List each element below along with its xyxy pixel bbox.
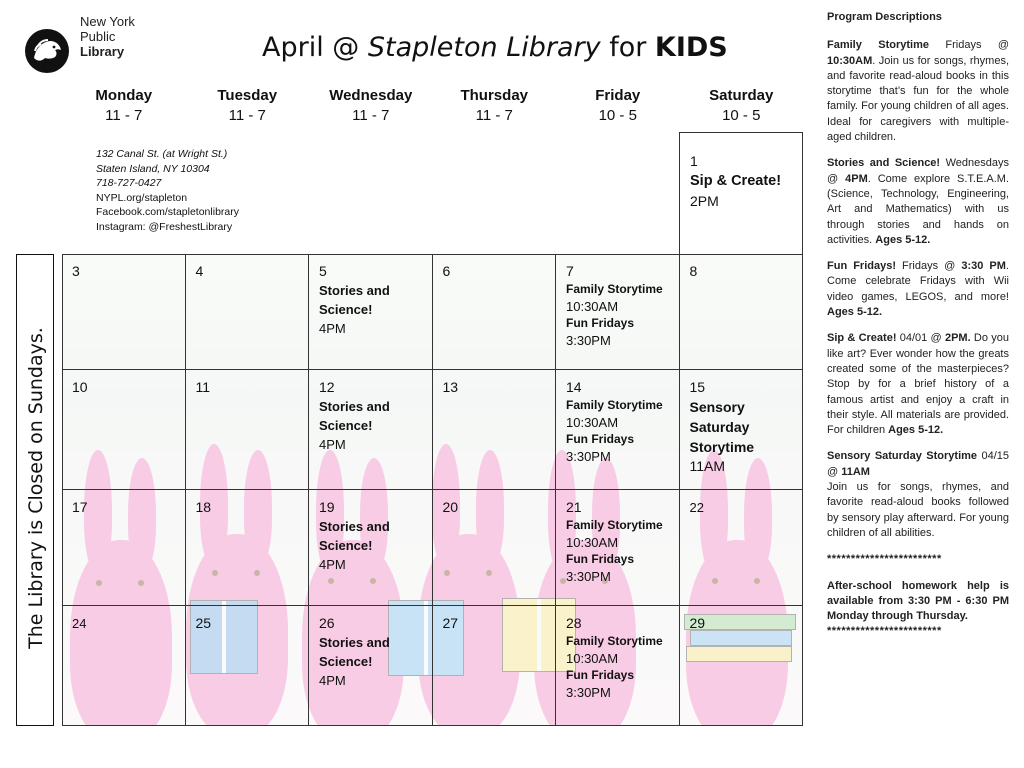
address-website: NYPL.org/stapleton: [96, 191, 188, 204]
event-fun-fridays: Fun Fridays: [566, 316, 635, 330]
divider-stars: ************************: [827, 553, 942, 566]
cell-date: 20: [442, 499, 459, 515]
calendar-cell-apr-7: [556, 254, 680, 370]
calendar-grid: [62, 254, 803, 726]
description-sensory-saturday: [827, 449, 1009, 541]
cell-date: 10: [72, 379, 88, 395]
event-time: 4PM: [319, 557, 346, 572]
divider-stars: ************************: [827, 625, 942, 638]
title-library-name: Stapleton Library: [367, 32, 601, 63]
cell-date: 26: [319, 615, 335, 631]
cell-date: 12: [319, 379, 335, 395]
program-text: Join us for songs, rhymes, and favorite read-aloud books followed by sensory play afterward. For young children of all abilities.: [827, 481, 1009, 539]
event-fun-fridays: Fun Fridays: [566, 552, 635, 566]
day-hours: 10 - 5: [722, 107, 761, 124]
day-hours: 11 - 7: [105, 107, 143, 124]
lion-logo-icon: [24, 28, 70, 74]
calendar-cell-apr-17: [62, 490, 186, 606]
cell-date: 14: [566, 379, 582, 395]
calendar-cell-apr-10: [62, 370, 186, 490]
event-time: 3:30PM: [566, 333, 611, 348]
day-header-monday: [62, 86, 186, 126]
event-time: 10:30AM: [566, 415, 619, 430]
library-address: [96, 147, 239, 234]
page-title: [262, 32, 752, 63]
calendar-cell-apr-4: [186, 254, 310, 370]
program-name: Sensory Saturday Storytime: [827, 450, 978, 463]
event-time: 10:30AM: [566, 299, 619, 314]
program-time: 11AM: [841, 465, 870, 478]
calendar-cell-apr-11: [186, 370, 310, 490]
day-hours: 10 - 5: [598, 107, 637, 124]
cell-date: 21: [566, 499, 582, 515]
event-stories-and-science-2: Science!: [319, 302, 373, 317]
calendar-cell-apr-28: [556, 606, 680, 726]
event-time: 2PM: [690, 193, 719, 209]
nypl-wordmark: [80, 14, 135, 59]
day-hours: 11 - 7: [475, 107, 513, 124]
cell-date: 4: [195, 263, 204, 279]
program-text: . Come explore S.T.E.A.M. (Science, Technology, Engineering, Art and Mathematics) with us through stories and hands on activities.: [827, 172, 1009, 246]
address-street: 132 Canal St. (at Wright St.): [96, 148, 228, 160]
homework-help-note: After-school homework help is available from 3:30 PM - 6:30 PM Monday through Thursday.: [827, 579, 1009, 623]
event-stories-and-science-2: Science!: [319, 418, 373, 433]
event-stories-and-science-2: Science!: [319, 654, 373, 669]
cell-date: 27: [442, 615, 459, 631]
day-name: Thursday: [460, 87, 528, 104]
program-name: Fun Fridays!: [827, 260, 896, 273]
event-family-storytime: Family Storytime: [566, 634, 663, 648]
cell-date: 15: [689, 379, 706, 395]
event-time: 4PM: [319, 673, 346, 688]
calendar-cell-apr-29: [680, 606, 804, 726]
calendar-cell-apr-6: [433, 254, 557, 370]
event-sensory-saturday-storytime: Sensory: [689, 399, 745, 415]
event-stories-and-science: Stories and: [319, 635, 390, 650]
sunday-closed-note: The Library is Closed on Sundays.: [25, 327, 47, 649]
program-when: Fridays @: [928, 39, 1010, 52]
program-when: 04/01 @: [896, 332, 945, 345]
address-facebook: Facebook.com/stapletonlibrary: [96, 206, 239, 218]
day-header-saturday: [680, 86, 804, 126]
calendar-cell-apr-24: [62, 606, 186, 726]
program-when: Fridays @: [896, 260, 962, 273]
calendar-cell-apr-8: [680, 254, 804, 370]
title-kids: KIDS: [654, 32, 728, 63]
calendar-cell-apr-26: [309, 606, 433, 726]
program-text: . Join us for songs, rhymes, and favorite read-aloud books in this storytime that’s fun for the whole family. For young children of all ages. Ideal for caregivers with multiple-aged children.: [827, 54, 1009, 144]
program-name: Stories and Science!: [827, 157, 941, 170]
event-time: 4PM: [319, 321, 346, 336]
calendar-cell-apr-13: [433, 370, 557, 490]
cell-date: 29: [689, 615, 706, 631]
event-stories-and-science: Stories and: [319, 399, 390, 414]
event-family-storytime: Family Storytime: [566, 398, 663, 412]
calendar-cell-apr-20: [433, 490, 557, 606]
event-stories-and-science-2: Science!: [319, 538, 373, 553]
calendar-cell-apr-18: [186, 490, 310, 606]
day-header-thursday: [433, 86, 557, 126]
day-name: Friday: [595, 87, 641, 104]
calendar-cell-apr-12: [309, 370, 433, 490]
sunday-closed-box: [16, 254, 54, 726]
program-name: Sip & Create!: [827, 332, 897, 345]
address-phone: 718-727-0427: [96, 177, 162, 189]
day-header-friday: [556, 86, 680, 126]
program-when: 04/15 @: [827, 450, 1009, 478]
calendar-cell-apr-27: [433, 606, 557, 726]
event-fun-fridays: Fun Fridays: [566, 432, 635, 446]
descriptions-heading: Program Descriptions: [827, 11, 942, 23]
title-mid: for: [600, 32, 655, 63]
event-sensory-saturday-storytime-3: Storytime: [689, 439, 755, 455]
cell-date: 24: [72, 616, 87, 631]
calendar-cell-apr-14: [556, 370, 680, 490]
program-time: 2PM.: [944, 332, 971, 345]
cell-date: 3: [72, 263, 80, 279]
cell-date: 22: [689, 500, 704, 515]
program-time: 10:30AM: [827, 54, 873, 67]
description-stories-and-science: [827, 156, 1009, 248]
address-city: Staten Island, NY 10304: [96, 162, 210, 175]
day-hours: 11 - 7: [228, 107, 266, 124]
logo-line-1: New York: [80, 14, 135, 29]
description-family-storytime: [827, 38, 1009, 145]
description-fun-fridays: [827, 259, 1009, 320]
event-time: 3:30PM: [566, 569, 611, 584]
cell-date: 13: [442, 379, 459, 395]
event-sip-and-create: Sip & Create!: [690, 173, 782, 189]
event-time: 11AM: [689, 458, 726, 474]
program-ages: Ages 5-12.: [888, 424, 944, 437]
day-name: Monday: [95, 87, 153, 104]
cell-date: 5: [319, 263, 327, 279]
cell-date: 19: [319, 499, 335, 515]
day-header-tuesday: [186, 86, 310, 126]
day-hours: 11 - 7: [352, 107, 390, 124]
cell-date: 28: [566, 615, 582, 631]
cell-date: 25: [195, 615, 212, 631]
program-ages: Ages 5-12.: [875, 233, 931, 246]
calendar-cell-apr-22: [680, 490, 804, 606]
program-when: Wednesdays @: [827, 157, 1009, 185]
event-time: 4PM: [319, 437, 346, 452]
event-family-storytime: Family Storytime: [566, 282, 663, 296]
day-name: Tuesday: [217, 87, 278, 104]
cell-date: 11: [195, 379, 211, 395]
program-time: 4PM: [845, 172, 868, 185]
calendar-cell-apr-19: [309, 490, 433, 606]
event-sensory-saturday-storytime-2: Saturday: [689, 419, 750, 435]
weekday-header-row: [62, 86, 803, 126]
calendar-cell-apr-3: [62, 254, 186, 370]
cell-date: 7: [566, 263, 574, 279]
calendar-cell-apr-1: [679, 132, 803, 255]
logo-line-2: Public: [80, 29, 116, 44]
event-time: 10:30AM: [566, 535, 619, 550]
program-text: Do you like art? Ever wonder how the greats created some of the masterpieces? Stop by for a brief history of a famous artist and enjoy a craft in their style. All materials are provided. For children: [827, 332, 1009, 437]
event-family-storytime: Family Storytime: [566, 518, 663, 532]
event-time: 3:30PM: [566, 685, 611, 700]
cell-date: 6: [442, 263, 451, 279]
calendar-cell-apr-15: [680, 370, 804, 490]
title-prefix: April @: [262, 32, 368, 63]
day-name: Wednesday: [329, 87, 413, 104]
event-time: 3:30PM: [566, 449, 611, 464]
cell-date: 17: [72, 499, 88, 515]
event-fun-fridays: Fun Fridays: [566, 668, 635, 682]
program-ages: Ages 5-12.: [827, 306, 883, 319]
cell-date: 1: [690, 153, 698, 169]
cell-date: 8: [689, 263, 698, 279]
calendar-cell-apr-25: [186, 606, 310, 726]
calendar-cell-apr-5: [309, 254, 433, 370]
program-descriptions: [827, 10, 1009, 651]
event-stories-and-science: Stories and: [319, 283, 390, 298]
cell-date: 18: [195, 499, 212, 515]
program-text: . Come celebrate Fridays with Wii video games, LEGOS, and more!: [827, 260, 1009, 303]
address-instagram: Instagram: @FreshestLibrary: [96, 220, 233, 233]
logo-line-3: Library: [80, 44, 125, 59]
day-name: Saturday: [709, 87, 774, 104]
program-name: Family Storytime: [827, 39, 929, 52]
description-sip-and-create: [827, 331, 1009, 438]
day-header-wednesday: [309, 86, 433, 126]
event-time: 10:30AM: [566, 651, 619, 666]
program-time: 3:30 PM: [961, 260, 1006, 273]
event-stories-and-science: Stories and: [319, 519, 390, 534]
calendar-cell-apr-21: [556, 490, 680, 606]
